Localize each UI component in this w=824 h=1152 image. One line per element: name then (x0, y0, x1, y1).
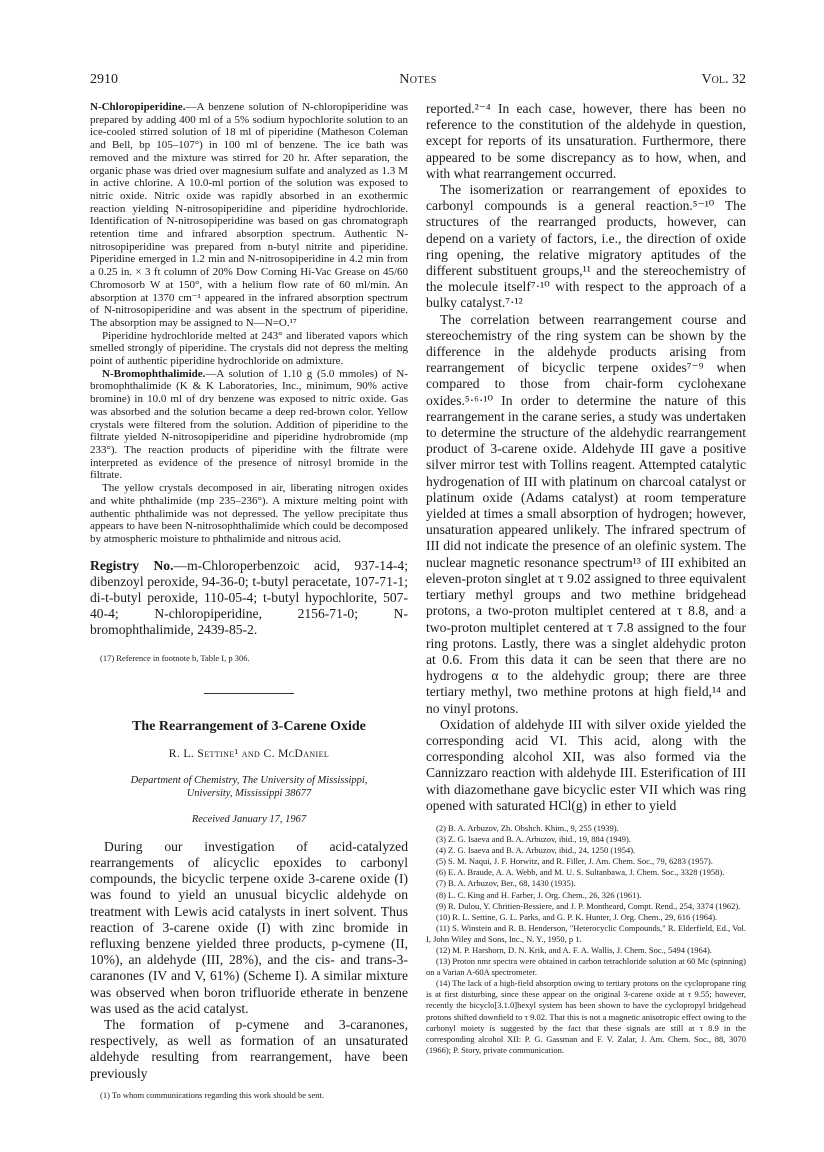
footnote-text: (17) Reference in footnote b, Table I, p 306. (100, 652, 250, 663)
article-body-continued (426, 101, 746, 814)
registry-numbers (90, 558, 408, 639)
registry-text: —m-Chloroperbenzoic acid, 937-14-4; dibenzoyl peroxide, 94-36-0; t-butyl peracetate, 107-71-1; di-t-butyl peroxide, 110-05-4; t-butyl hypochlorite, 507-40-4; N-chloropiperidine, 2156-71-0; N-bromophthalimide, 2439-85-2. (90, 557, 408, 638)
paragraph (90, 330, 408, 368)
reference: (4) Z. G. Isaeva and B. A. Arbuzov, ibid., 24, 1250 (1954). (436, 845, 636, 856)
paragraph-text: —A solution of 1.10 g (5.0 mmoles) of N-bromophthalimide (K & K Laboratories, Inc., minimum, 90% active bromine) in 10.0 ml of dry benzene was exposed to nitric oxide. Gas was absorbed and the solution became a deep red-brown color. Yellow crystals were filtered from the solution. Addition of piperidine to the filtrate yielded N-nitrosopiperidine and piperidine hydrobromide (mp 233°). The reaction products of piperidine with the filtrate were interpreted as evidence of the presence of nitrosyl bromide in the filtrate. (90, 367, 408, 482)
reference: (12) M. P. Harshorn, D. N. Krik, and A. F. A. Wallis, J. Chem. Soc., 5494 (1964). (436, 944, 712, 955)
reference: (7) B. A. Arbuzov, Ber., 68, 1430 (1935). (436, 878, 576, 889)
running-header (90, 72, 746, 92)
article-body (90, 839, 408, 1082)
paragraph: The formation of p-cymene and 3-caranones, respectively, as well as formation of an unsaturated aldehyde resulting from rearrangement, have been previously (90, 1016, 408, 1081)
reference: (6) E. A. Braude, A. A. Webb, and M. U. S. Sultanbawa, J. Chem. Soc., 3328 (1958). (436, 867, 725, 878)
footnote-17 (90, 653, 408, 664)
paragraph: reported.²⁻⁴ In each case, however, there has been no reference to the constitution of the aldehyde in question, except for reports of its unsaturation. Furthermore, there appeared to be some discrepancy as to how, when, and with what rearrangement occurred. (426, 101, 746, 181)
volume-label: Vol. 32 (701, 72, 746, 87)
reference: (13) Proton nmr spectra were obtained in carbon tetrachloride solution at 60 Mc (spinning) on a Varian A-60A spectrometer. (426, 956, 746, 978)
reference: (3) Z. G. Isaeva and B. A. Arbuzov, ibid., 19, 884 (1949). (436, 834, 631, 845)
reference-list (426, 823, 746, 1056)
footnote-text: (1) To whom communications regarding this work should be sent. (100, 1089, 324, 1100)
paragraph (90, 558, 408, 639)
reference: (11) S. Winstein and R. B. Henderson, "Heterocyclic Compounds," R. Elderfield, Ed., Vol. I, John Wiley and Sons, Inc., N. Y., 1950, p 1. (426, 922, 746, 944)
article-title: The Rearrangement of 3-Carene Oxide (132, 718, 366, 734)
reference: (14) The lack of a high-field absorption owing to tertiary protons on the cyclopropane ring is at first disturbing, since these appear on the original 3-carene oxide at τ 9.55; however, recently the bicyclo[3.1.0]hexyl system has been shown to have the cyclopropyl bridgehead protons shifted downfield to τ 9.02. That this is not a magnetic anisotropic effect owing to the carbonyl moiety is suggested by the fact that these signals are still at τ 8.9 in the corresponding alcohol XII: P. G. Gassman and F. V. Zalar, J. Am. Chem. Soc., 88, 3070 (1966); P. Story, private communication. (426, 978, 746, 1055)
reference: (10) R. L. Settine, G. L. Parks, and G. P. K. Hunter, J. Org. Chem., 29, 616 (1964). (436, 911, 718, 922)
paragraph (90, 368, 408, 482)
right-column (426, 101, 746, 1056)
reference: (8) L. C. King and H. Farber, J. Org. Chem., 26, 326 (1961). (436, 889, 642, 900)
footnote-1 (90, 1090, 408, 1101)
paragraph: During our investigation of acid-catalyzed rearrangements of alicyclic epoxides to carbonyl compounds, the bicyclic terpene oxide 3-carene oxide (I) was found to yield an unusual bicyclic aldehyde on treatment with Lewis acid catalysts in inert solvent. Thus reaction of 3-carene oxide (I) with zinc bromide in refluxing benzene yielded three products, p-cymene (II, 10%), an aldehyde (III, 28%), and the cis- and trans-3-caranones (IV and V, 61%) (Scheme I). A similar mixture was observed when boron trifluoride etherate in benzene was used as the acid catalyst. (90, 838, 408, 1016)
page-number: 2910 (90, 72, 118, 87)
article-authors: R. L. Settine¹ and C. McDaniel (168, 747, 330, 760)
paragraph-text: —A benzene solution of N-chloropiperidine was prepared by adding 400 ml of a 5% sodium hypochlorite solution to an ice-cooled stirred solution of 18 ml of piperidine (Matheson Coleman and Bell, bp 105–107°) in 100 ml of benzene. The ice bath was removed and the mixture was stirred for 20 hr. After separation, the organic phase was dried over magnesium sulfate and analyzed as 1.3 M in active chlorine. A 10.0-ml portion of the solution was exposed to nitric oxide. Nitric oxide was rapidly absorbed in an exothermic reaction yielding N-nitrosopiperidine and piperidine hydrochloride. Identification of N-nitrosopiperidine was based on gas chromatograph retention time and infrared absorption spectrum. Authentic N-nitrosopiperidine was prepared from n-butyl nitrite and piperidine. Piperidine emerged in 1.2 min and N-nitrosopiperidine in 4.2 min from a 0.25 in. × 3 ft column of 20% Dow Corning Hi-Vac Grease on 45/60 Chromosorb W at 150°, with a helium flow rate of 60 ml/min. An absorption at 1370 cm⁻¹ appeared in the infrared absorption spectrum of N-nitrosopiperidine and was absent in the spectrum of piperidine. The absorption may be assigned to N—N=O.¹⁷ (90, 101, 408, 329)
paragraph: Oxidation of aldehyde III with silver oxide yielded the corresponding acid VI. This acid, along with the corresponding alcohol XII, was also formed via the Cannizzaro reaction with aldehyde III. Esterification of III with diazomethane gave bicyclic ester VII which was ring opened with saturated HCl(g) in ether to yield (426, 716, 746, 813)
affiliation-line: Department of Chemistry, The University of Mississippi, (130, 774, 368, 786)
experimental-section (90, 101, 408, 546)
registry-label: Registry No. (90, 557, 174, 573)
reference: (9) R. Dulou, Y. Chritien-Bessiere, and J. P. Montheard, Compt. Rend., 254, 3374 (1962). (436, 900, 741, 911)
section-divider (204, 693, 294, 694)
reference: (2) B. A. Arbuzov, Zh. Obshch. Khim., 9, 255 (1939). (436, 822, 619, 833)
run-in-heading: N-Bromophthalimide. (102, 367, 206, 380)
affiliation-line: University, Mississippi 38677 (186, 787, 312, 799)
paragraph-text: Piperidine hydrochloride melted at 243° and liberated vapors which smelled strongly of piperidine. The crystals did not depress the melting point of authentic piperidine hydrochloride on admixture. (90, 329, 408, 368)
received-date: Received January 17, 1967 (191, 813, 307, 825)
left-column (90, 101, 408, 1101)
reference: (5) S. M. Naqui, J. F. Horwitz, and R. Filler, J. Am. Chem. Soc., 79, 6283 (1957). (436, 856, 713, 867)
paragraph: The isomerization or rearrangement of epoxides to carbonyl compounds is a general reaction.⁵⁻¹⁰ The structures of the rearranged products, however, can depend on a variety of factors, i.e., the direction of oxide ring opening, the relative migratory aptitudes of the different substituent groups,¹¹ and the stereochemistry of the molecule itself⁷·¹⁰ with respect to the approach of a bulky catalyst.⁷·¹² (426, 182, 746, 311)
run-in-heading: N-Chloropiperidine. (90, 101, 186, 113)
paragraph (90, 482, 408, 546)
journal-section: Notes (399, 72, 437, 87)
affiliation (90, 774, 408, 800)
paragraph: The correlation between rearrangement course and stereochemistry of the ring system can be shown by the difference in the aldehyde products arising from rearrangement of bicyclic terpene oxides⁷⁻⁹ when compared to those from chair-form cyclohexane oxides.⁵·⁶·¹⁰ In order to determine the nature of this rearrangement in the carane series, a study was undertaken to determine the structure of the aldehydic rearrangement product of 3-carene oxide. Aldehyde III gave a positive silver mirror test with Tollins reagent. Attempted catalytic hydrogenation of III with platinum on charcoal catalyst or platinum oxide (Adams catalyst) at room temperature yielded at times a small absorption of hydrogen; however, unsaturation appeared unlikely. The infrared spectrum of III did not indicate the presence of an olefinic system. The nuclear magnetic resonance spectrum¹³ of III exhibited an eleven-proton singlet at τ 9.02 assigned to three equivalent tertiary methyl groups and two methine bridgehead protons, a two-proton multiplet centered at τ 8.8, and a two-proton multiplet centered at τ 7.8 assigned to the four ring protons. Lastly, there was a singlet aldehydic proton at 0.6. From this data it can be seen that there are no hydrogens α to the aldehydic group; there are three tertiary methyl, two methine protons at high field,¹⁴ and no vinyl protons. (426, 311, 746, 716)
paragraph (90, 101, 408, 330)
paragraph-text: The yellow crystals decomposed in air, liberating nitrogen oxides and white phthalimide (mp 235–236°). A mixture melting point with authentic phthalimide was not depressed. The yellow precipitate thus appears to have been N-nitrosophthalimide which could be decomposed by atmospheric moisture to phthalimide and nitrous acid. (90, 482, 408, 545)
